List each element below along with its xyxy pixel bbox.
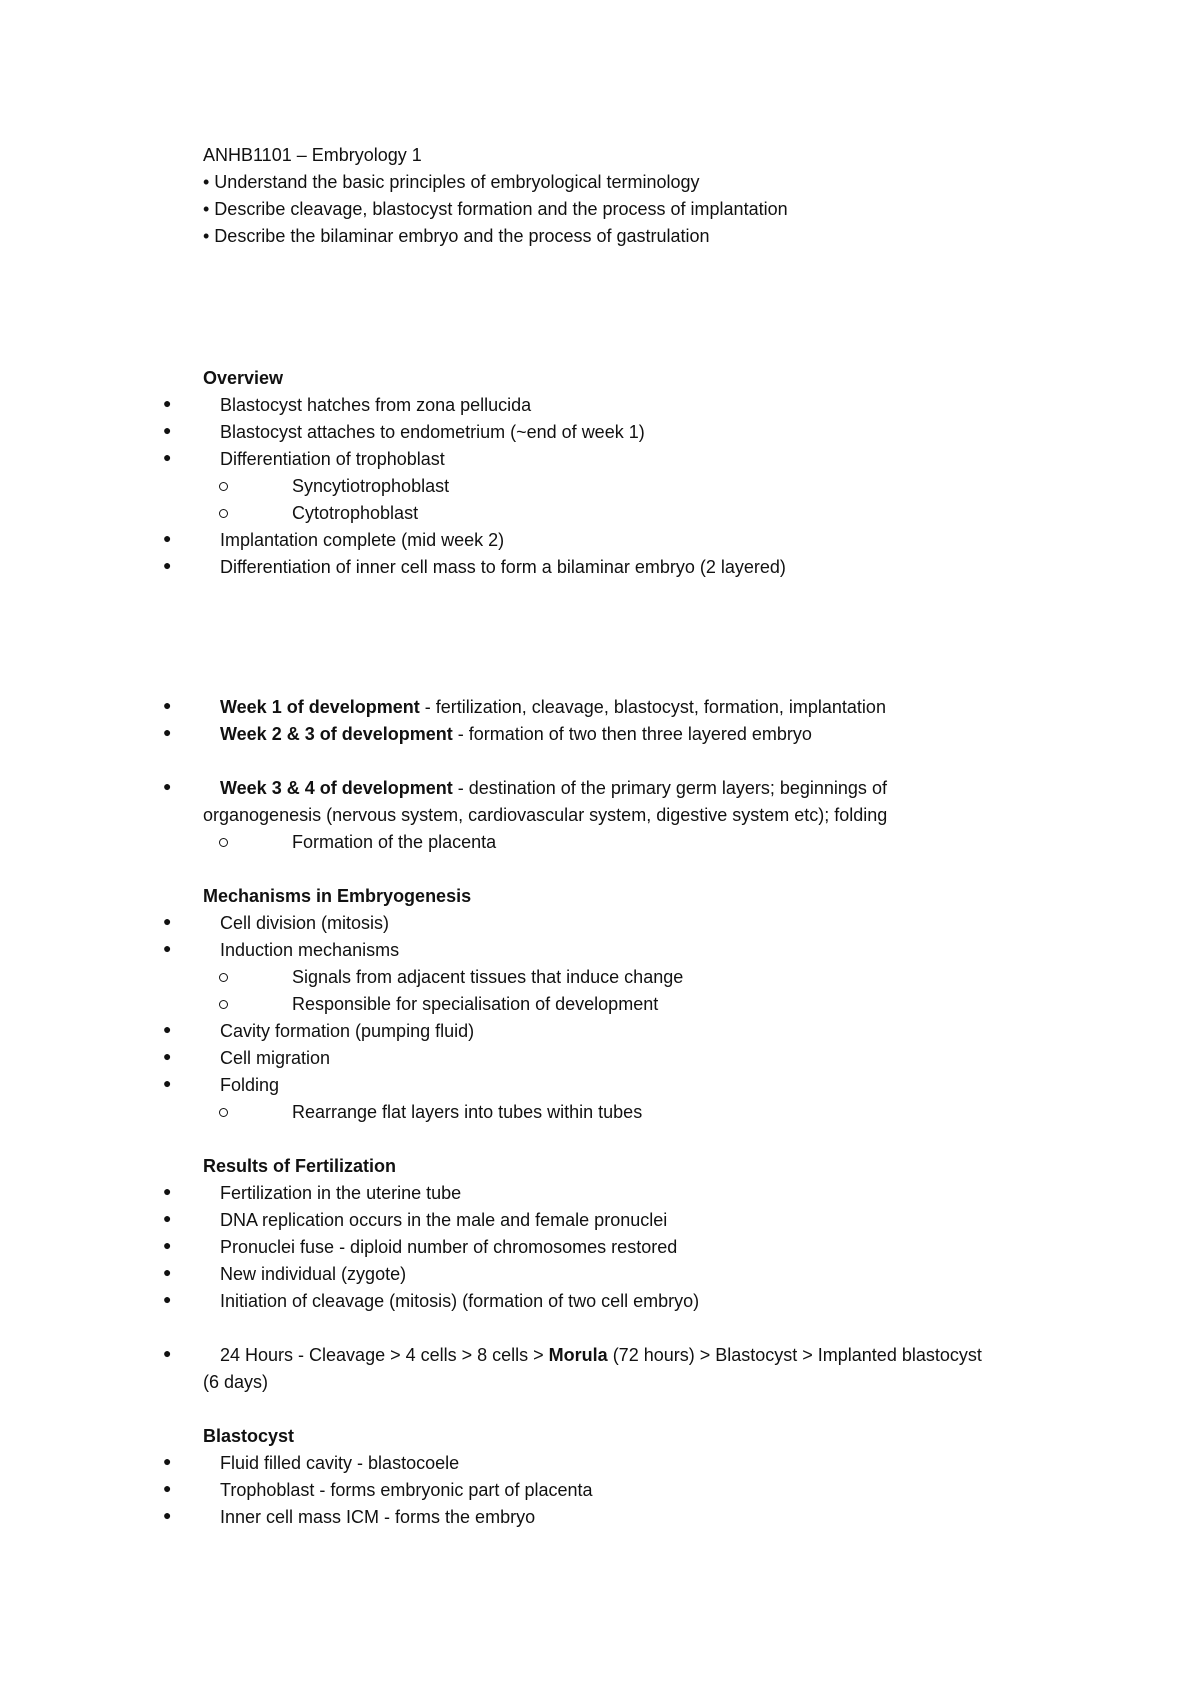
- list-item: Differentiation of inner cell mass to form a bilaminar embryo (2 layered): [220, 557, 786, 577]
- bullet-icon: ●: [163, 778, 172, 794]
- week-3-4-text: - destination of the primary germ layers; beginnings of: [452, 778, 887, 798]
- bullet-icon: ●: [163, 1237, 172, 1253]
- list-item: Fertilization in the uterine tube: [220, 1183, 462, 1203]
- section-heading-overview: Overview: [203, 368, 284, 388]
- list-item: Cell migration: [220, 1048, 331, 1068]
- bullet-icon: ●: [163, 1480, 172, 1496]
- bullet-icon: ●: [163, 1453, 172, 1469]
- bullet-icon: ●: [163, 913, 172, 929]
- list-item: Blastocyst attaches to endometrium (~end of week 1): [220, 422, 645, 442]
- bullet-icon: ●: [163, 530, 172, 546]
- bullet-icon: ●: [163, 395, 172, 411]
- sub-list-item: Cytotrophoblast: [292, 503, 419, 523]
- week-2-3-item: [220, 721, 812, 748]
- bullet-icon: ●: [163, 422, 172, 438]
- bullet-icon: ●: [163, 1048, 172, 1064]
- bullet-icon: ●: [163, 940, 172, 956]
- document-title: ANHB1101 – Embryology 1: [203, 145, 422, 165]
- bullet-icon: ●: [163, 1075, 172, 1091]
- list-item: Initiation of cleavage (mitosis) (formation of two cell embryo): [220, 1291, 700, 1311]
- week-2-3-label: Week 2 & 3 of development: [220, 724, 453, 744]
- bullet-icon: ●: [163, 1183, 172, 1199]
- sub-bullet-icon: [219, 509, 228, 518]
- week-1-item: [220, 694, 886, 721]
- week-2-3-text: - formation of two then three layered embryo: [452, 724, 812, 744]
- timeline-text-start: 24 Hours - Cleavage > 4 cells > 8 cells >: [220, 1345, 549, 1365]
- sub-list-item: Rearrange flat layers into tubes within tubes: [292, 1102, 643, 1122]
- sub-bullet-icon: [219, 973, 228, 982]
- list-item: Inner cell mass ICM - forms the embryo: [220, 1507, 536, 1527]
- list-item: Cavity formation (pumping fluid): [220, 1021, 475, 1041]
- week-3-4-continuation: organogenesis (nervous system, cardiovascular system, digestive system etc); folding: [203, 805, 888, 825]
- sub-list-item: Formation of the placenta: [292, 832, 497, 852]
- bullet-icon: ●: [163, 1345, 172, 1361]
- list-item: Implantation complete (mid week 2): [220, 530, 505, 550]
- bullet-icon: ●: [163, 449, 172, 465]
- list-item: Blastocyst hatches from zona pellucida: [220, 395, 532, 415]
- bullet-icon: ●: [163, 724, 172, 740]
- timeline-text-end: (72 hours) > Blastocyst > Implanted blastocyst: [607, 1345, 982, 1365]
- sub-list-item: Signals from adjacent tissues that induce change: [292, 967, 684, 987]
- bullet-icon: ●: [163, 1021, 172, 1037]
- sub-bullet-icon: [219, 838, 228, 847]
- bullet-icon: ●: [163, 1507, 172, 1523]
- section-heading-mechanisms: Mechanisms in Embryogenesis: [203, 886, 472, 906]
- section-heading-fertilization: Results of Fertilization: [203, 1156, 397, 1176]
- objective-item: • Describe cleavage, blastocyst formation and the process of implantation: [203, 199, 788, 219]
- sub-bullet-icon: [219, 1108, 228, 1117]
- sub-bullet-icon: [219, 482, 228, 491]
- timeline-morula: Morula: [548, 1345, 608, 1365]
- sub-list-item: Syncytiotrophoblast: [292, 476, 450, 496]
- bullet-icon: ●: [163, 1210, 172, 1226]
- list-item: Cell division (mitosis): [220, 913, 390, 933]
- timeline-continuation: (6 days): [203, 1372, 269, 1392]
- list-item: Pronuclei fuse - diploid number of chromosomes restored: [220, 1237, 678, 1257]
- week-3-4-item: [220, 775, 887, 802]
- sub-list-item: Responsible for specialisation of development: [292, 994, 659, 1014]
- section-heading-blastocyst: Blastocyst: [203, 1426, 295, 1446]
- list-item: Differentiation of trophoblast: [220, 449, 445, 469]
- bullet-icon: ●: [163, 1264, 172, 1280]
- objective-item: • Understand the basic principles of embryological terminology: [203, 172, 700, 192]
- week-1-label: Week 1 of development: [220, 697, 420, 717]
- objective-item: • Describe the bilaminar embryo and the process of gastrulation: [203, 226, 710, 246]
- bullet-icon: ●: [163, 557, 172, 573]
- list-item: New individual (zygote): [220, 1264, 407, 1284]
- bullet-icon: ●: [163, 1291, 172, 1307]
- week-3-4-label: Week 3 & 4 of development: [220, 778, 453, 798]
- list-item: Induction mechanisms: [220, 940, 400, 960]
- timeline-item: [220, 1342, 982, 1369]
- sub-bullet-icon: [219, 1000, 228, 1009]
- week-1-text: - fertilization, cleavage, blastocyst, formation, implantation: [419, 697, 886, 717]
- list-item: Fluid filled cavity - blastocoele: [220, 1453, 460, 1473]
- list-item: Folding: [220, 1075, 280, 1095]
- list-item: Trophoblast - forms embryonic part of placenta: [220, 1480, 593, 1500]
- list-item: DNA replication occurs in the male and female pronuclei: [220, 1210, 668, 1230]
- bullet-icon: ●: [163, 697, 172, 713]
